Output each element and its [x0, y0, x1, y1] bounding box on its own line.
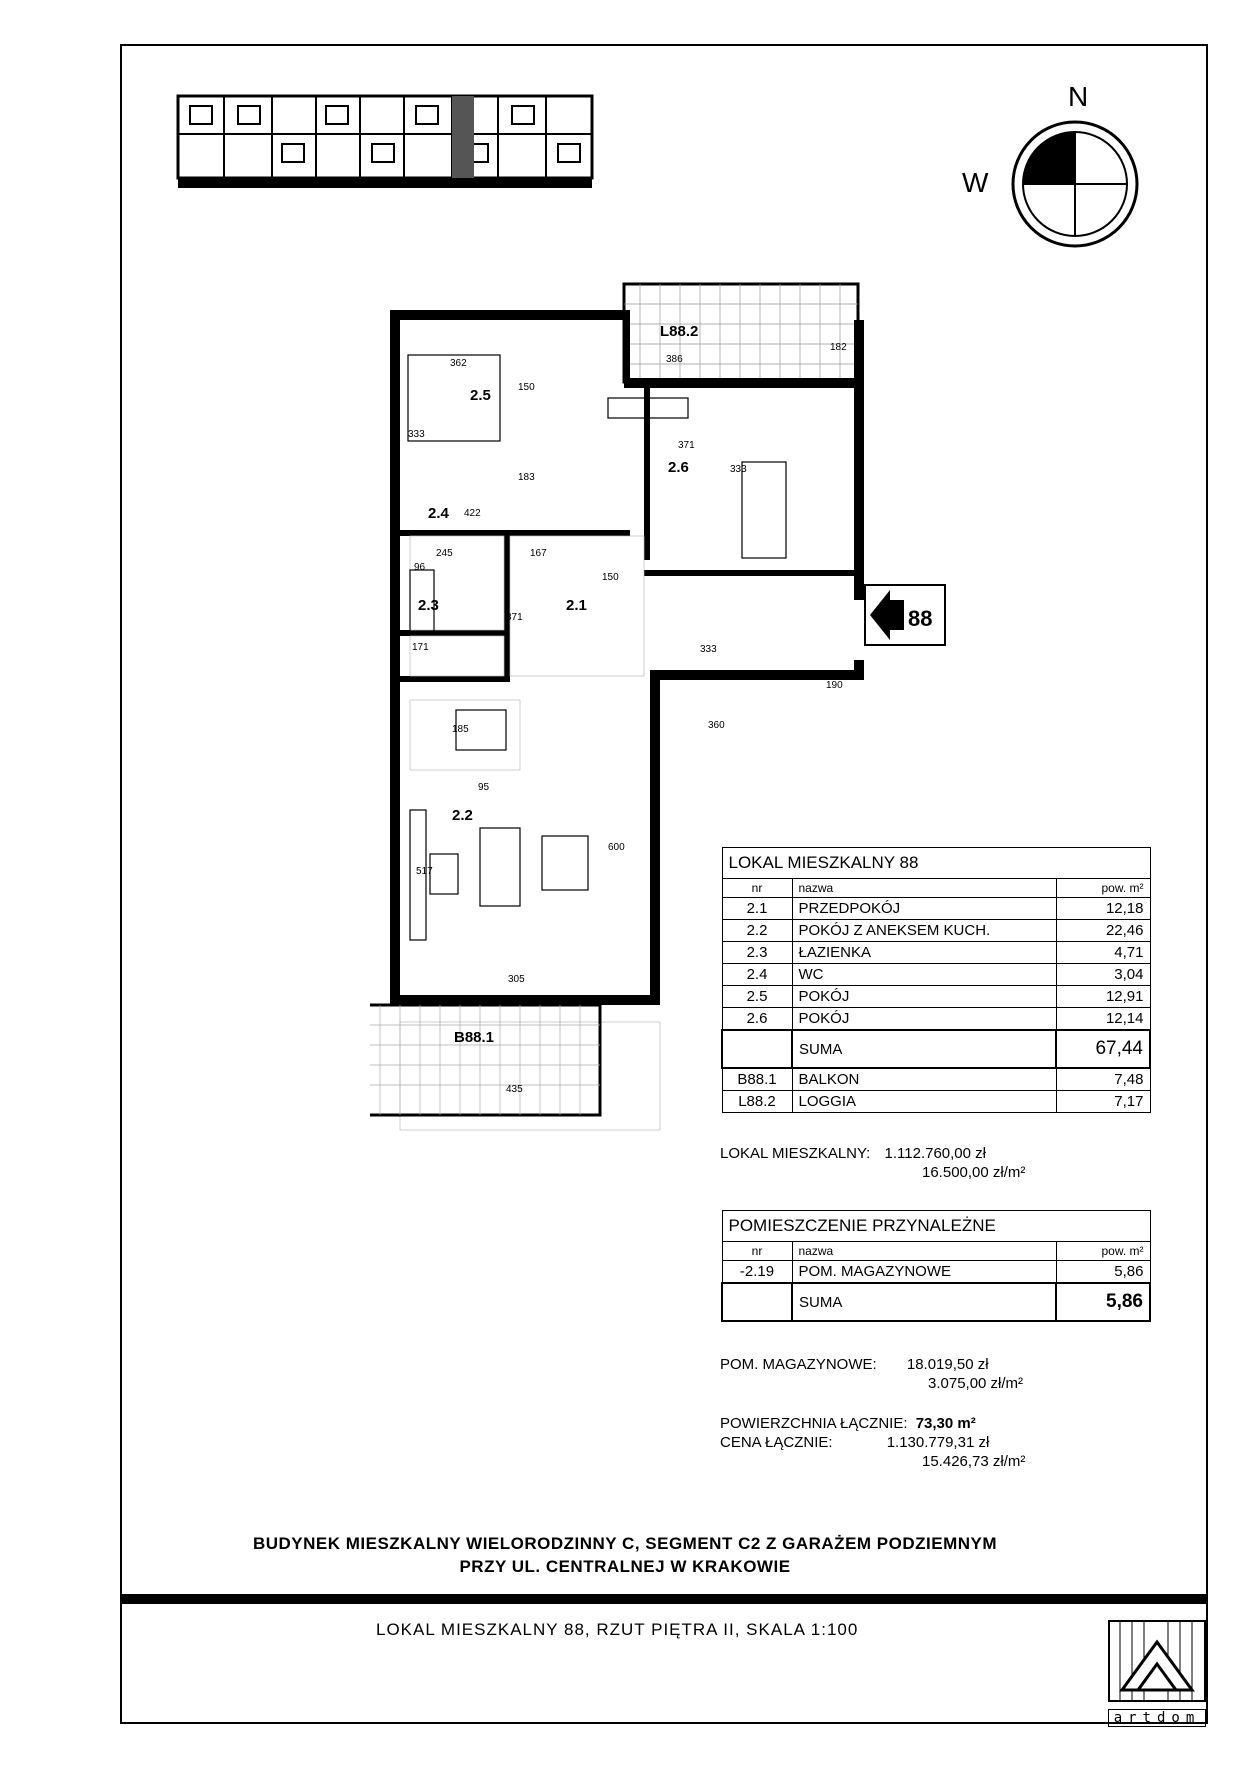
col-area: pow. m²: [1056, 1242, 1150, 1261]
unit-price-block: [720, 1144, 986, 1163]
row-nr: 2.1: [722, 898, 792, 920]
key-plan: [176, 94, 594, 194]
logo-mark-icon: [1108, 1620, 1206, 1702]
footer-caption: LOKAL MIESZKALNY 88, RZUT PIĘTRA II, SKALA 1:100: [376, 1620, 859, 1639]
dim-label: 150: [518, 382, 535, 393]
col-nr: nr: [722, 1242, 792, 1261]
col-nr: nr: [722, 879, 792, 898]
row-nr: 2.6: [722, 1008, 792, 1031]
dim-label: 333: [700, 644, 717, 655]
unit-price-value: 1.112.760,00 zł: [884, 1145, 986, 1162]
sum-label: SUMA: [792, 1030, 1056, 1068]
dim-label: 171: [412, 642, 429, 653]
unit-price-label: LOKAL MIESZKALNY:: [720, 1145, 871, 1162]
total-price-block: [720, 1433, 989, 1452]
dim-label: 333: [730, 464, 747, 475]
dim-label: 245: [436, 548, 453, 559]
room-label-23: 2.3: [418, 597, 439, 614]
storage-price-block: [720, 1355, 989, 1374]
unit-highlight: [452, 96, 474, 178]
total-area-block: [720, 1414, 976, 1433]
dim-label: 185: [452, 724, 469, 735]
total-price-label: CENA ŁĄCZNIE:: [720, 1434, 833, 1451]
dim-label: 182: [830, 342, 847, 353]
row-nr: 2.3: [722, 942, 792, 964]
room-label-25: 2.5: [470, 387, 491, 404]
unit-price-per-m2: 16.500,00 zł/m²: [922, 1164, 1026, 1181]
row-area: 7,48: [1056, 1068, 1150, 1091]
dim-label: 95: [478, 782, 490, 793]
row-area: 3,04: [1056, 964, 1150, 986]
row-name: POKÓJ: [792, 986, 1056, 1008]
compass-north: N: [1068, 84, 1089, 112]
compass-west: W: [962, 167, 989, 198]
storage-table-title: POMIESZCZENIE PRZYNALEŻNE: [722, 1211, 1150, 1242]
total-area-value: 73,30 m²: [915, 1415, 976, 1432]
total-price-per-m2: 15.426,73 zł/m²: [922, 1453, 1026, 1470]
row-nr: 2.2: [722, 920, 792, 942]
col-name: nazwa: [792, 1242, 1056, 1261]
dim-label: 371: [506, 612, 523, 623]
total-price-value: 1.130.779,31 zł: [886, 1434, 990, 1451]
logo-text: artdom: [1108, 1709, 1206, 1727]
dim-label: 371: [678, 440, 695, 451]
storage-price-value: 18.019,50 zł: [906, 1356, 989, 1373]
dim-label: 96: [414, 562, 426, 573]
row-area: 22,46: [1056, 920, 1150, 942]
row-name: POM. MAGAZYNOWE: [792, 1261, 1056, 1284]
room-label-21: 2.1: [566, 597, 587, 614]
total-area-label: POWIERZCHNIA ŁĄCZNIE:: [720, 1415, 908, 1432]
row-name: POKÓJ: [792, 1008, 1056, 1031]
row-name: POKÓJ Z ANEKSEM KUCH.: [792, 920, 1056, 942]
row-area: 4,71: [1056, 942, 1150, 964]
dim-label: 190: [826, 680, 843, 691]
col-area: pow. m²: [1056, 879, 1150, 898]
dim-label: 386: [666, 354, 683, 365]
room-label-26: 2.6: [668, 459, 689, 476]
dim-label: 360: [708, 720, 725, 731]
storage-table: [721, 1210, 1151, 1322]
row-name: WC: [792, 964, 1056, 986]
row-name: ŁAZIENKA: [792, 942, 1056, 964]
sum-label: SUMA: [792, 1283, 1056, 1321]
row-area: 12,18: [1056, 898, 1150, 920]
row-area: 12,14: [1056, 1008, 1150, 1031]
dim-label: 517: [416, 866, 433, 877]
row-name: PRZEDPOKÓJ: [792, 898, 1056, 920]
entrance-number: 88: [908, 606, 933, 631]
unit-table: [721, 847, 1151, 1113]
dim-label: 305: [508, 974, 525, 985]
dim-label: 435: [506, 1084, 523, 1095]
col-name: nazwa: [792, 879, 1056, 898]
dim-label: 333: [408, 429, 425, 440]
row-nr: L88.2: [722, 1091, 792, 1113]
unit-table-title: LOKAL MIESZKALNY 88: [722, 848, 1150, 879]
building-title-line2: PRZY UL. CENTRALNEJ W KRAKOWIE: [459, 1557, 791, 1576]
row-area: 12,91: [1056, 986, 1150, 1008]
row-nr: 2.5: [722, 986, 792, 1008]
dim-label: 167: [530, 548, 547, 559]
row-name: BALKON: [792, 1068, 1056, 1091]
title-divider: [120, 1594, 1208, 1604]
dim-label: 183: [518, 472, 535, 483]
sum-value: 5,86: [1056, 1283, 1150, 1321]
row-name: LOGGIA: [792, 1091, 1056, 1113]
balcony-label: B88.1: [454, 1029, 495, 1046]
dim-label: 362: [450, 358, 467, 369]
storage-price-label: POM. MAGAZYNOWE:: [720, 1356, 877, 1373]
dim-label: 150: [602, 572, 619, 583]
building-title-line1: BUDYNEK MIESZKALNY WIELORODZINNY C, SEGMENT C2 Z GARAŻEM PODZIEMNYM: [252, 1534, 998, 1553]
sum-value: 67,44: [1056, 1030, 1150, 1068]
row-nr: -2.19: [722, 1261, 792, 1284]
row-area: 7,17: [1056, 1091, 1150, 1113]
loggia-label: L88.2: [660, 323, 699, 340]
dim-label: 422: [464, 508, 481, 519]
room-label-24: 2.4: [428, 505, 449, 522]
row-nr: 2.4: [722, 964, 792, 986]
row-nr: B88.1: [722, 1068, 792, 1091]
room-label-22: 2.2: [452, 807, 473, 824]
company-logo: [1108, 1620, 1206, 1726]
dim-label: 600: [608, 842, 625, 853]
compass: [960, 84, 1140, 264]
row-area: 5,86: [1056, 1261, 1150, 1284]
storage-price-per-m2: 3.075,00 zł/m²: [928, 1375, 1024, 1392]
